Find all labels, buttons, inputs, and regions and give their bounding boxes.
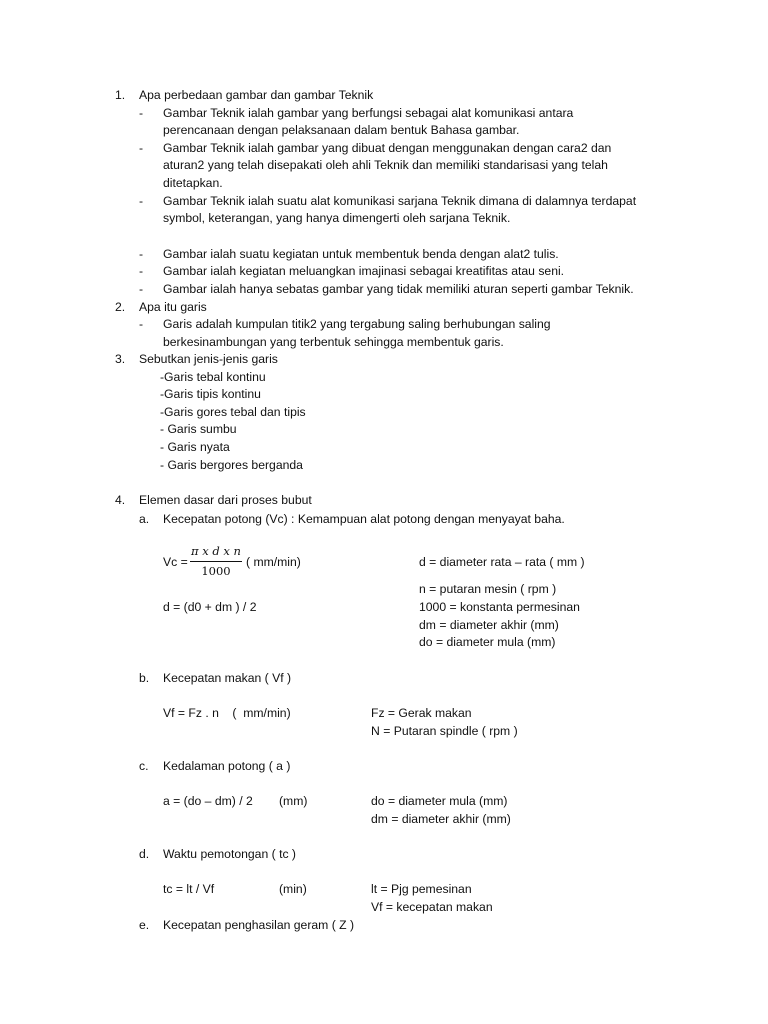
list-dash: - bbox=[139, 282, 144, 296]
q4-title: Elemen dasar dari proses bubut bbox=[139, 493, 312, 507]
vc-legend-item: do = diameter mula (mm) bbox=[419, 635, 556, 649]
a-legend-item: dm = diameter akhir (mm) bbox=[371, 812, 511, 826]
vc-legend-item: d = diameter rata – rata ( mm ) bbox=[419, 555, 585, 569]
q1-item-3-line-2: symbol, keterangan, yang hanya dimengerti oleh sarjana Teknik. bbox=[163, 211, 511, 225]
line-type-item: -Garis gores tebal dan tipis bbox=[160, 405, 306, 419]
q3-title: Sebutkan jenis-jenis garis bbox=[139, 352, 278, 366]
vf-legend-item: Fz = Gerak makan bbox=[371, 706, 472, 720]
q4-d-title: Waktu pemotongan ( tc ) bbox=[163, 847, 296, 861]
q4-b-title: Kecepatan makan ( Vf ) bbox=[163, 671, 292, 685]
tc-legend-item: Vf = kecepatan makan bbox=[371, 900, 493, 914]
q1-number: 1. bbox=[115, 88, 126, 102]
q1-item-4-line-1: Gambar ialah suatu kegiatan untuk membentuk benda dengan alat2 tulis. bbox=[163, 247, 559, 261]
q4-number: 4. bbox=[115, 493, 126, 507]
vc-legend-item: dm = diameter akhir (mm) bbox=[419, 618, 559, 632]
vf-formula: Vf = Fz . n ( mm/min) bbox=[163, 706, 291, 720]
q4-e-letter: e. bbox=[139, 918, 150, 932]
line-type-item: - Garis nyata bbox=[160, 440, 230, 454]
q2-title: Apa itu garis bbox=[139, 300, 207, 314]
q2-item-1-line-2: berkesinambungan yang terbentuk sehingga membentuk garis. bbox=[163, 335, 504, 349]
list-dash: - bbox=[139, 247, 144, 261]
vc-prefix: Vc = bbox=[163, 555, 188, 569]
vf-legend-item: N = Putaran spindle ( rpm ) bbox=[371, 724, 518, 738]
a-formula: a = (do – dm) / 2 bbox=[163, 794, 253, 808]
a-legend-item: do = diameter mula (mm) bbox=[371, 794, 508, 808]
line-type-item: - Garis bergores berganda bbox=[160, 458, 303, 472]
tc-formula: tc = lt / Vf bbox=[163, 882, 215, 896]
list-dash: - bbox=[139, 141, 144, 155]
q1-item-3-line-1: Gambar Teknik ialah suatu alat komunikasi sarjana Teknik dimana di dalamnya terdapat bbox=[163, 194, 637, 208]
tc-legend-item: lt = Pjg pemesinan bbox=[371, 882, 472, 896]
list-dash: - bbox=[139, 106, 144, 120]
q1-item-1-line-1: Gambar Teknik ialah gambar yang berfungsi sebagai alat komunikasi antara bbox=[163, 106, 574, 120]
d-formula: d = (d0 + dm ) / 2 bbox=[163, 600, 257, 614]
q1-item-5-line-1: Gambar ialah kegiatan meluangkan imajinasi sebagai kreatifitas atau seni. bbox=[163, 264, 565, 278]
q4-e-title: Kecepatan penghasilan geram ( Z ) bbox=[163, 918, 355, 932]
list-dash: - bbox=[139, 264, 144, 278]
q1-item-2-line-2: aturan2 yang telah disepakati oleh ahli Teknik dan memiliki standarisasi yang telah bbox=[163, 158, 608, 172]
vc-unit: ( mm/min) bbox=[246, 555, 301, 569]
q1-item-6-line-1: Gambar ialah hanya sebatas gambar yang tidak memiliki aturan seperti gambar Teknik. bbox=[163, 282, 634, 296]
vc-fraction bbox=[190, 544, 242, 579]
q4-b-letter: b. bbox=[139, 671, 150, 685]
list-dash: - bbox=[139, 317, 144, 331]
list-dash: - bbox=[139, 194, 144, 208]
vc-legend-item: n = putaran mesin ( rpm ) bbox=[419, 582, 557, 596]
q3-number: 3. bbox=[115, 352, 126, 366]
q1-item-2-line-1: Gambar Teknik ialah gambar yang dibuat dengan menggunakan dengan cara2 dan bbox=[163, 141, 612, 155]
tc-unit: (min) bbox=[279, 882, 307, 896]
line-type-item: - Garis sumbu bbox=[160, 422, 237, 436]
q1-item-1-line-2: perencanaan dengan pelaksanaan dalam bentuk Bahasa gambar. bbox=[163, 123, 520, 137]
q2-number: 2. bbox=[115, 300, 126, 314]
q1-item-2-line-3: ditetapkan. bbox=[163, 176, 223, 190]
q4-c-title: Kedalaman potong ( a ) bbox=[163, 759, 291, 773]
q4-a-title: Kecepatan potong (Vc) : Kemampuan alat potong dengan menyayat baha. bbox=[163, 512, 565, 526]
q2-item-1-line-1: Garis adalah kumpulan titik2 yang tergabung saling berhubungan saling bbox=[163, 317, 551, 331]
q4-c-letter: c. bbox=[139, 759, 149, 773]
q4-d-letter: d. bbox=[139, 847, 150, 861]
vc-legend-item: 1000 = konstanta permesinan bbox=[419, 600, 580, 614]
vc-denominator: 1000 bbox=[201, 564, 231, 578]
line-type-item: -Garis tipis kontinu bbox=[160, 387, 261, 401]
line-type-item: -Garis tebal kontinu bbox=[160, 370, 266, 384]
vc-numerator: π x d x n bbox=[190, 544, 242, 562]
q1-title: Apa perbedaan gambar dan gambar Teknik bbox=[139, 88, 374, 102]
q4-a-letter: a. bbox=[139, 512, 150, 526]
a-unit: (mm) bbox=[279, 794, 308, 808]
